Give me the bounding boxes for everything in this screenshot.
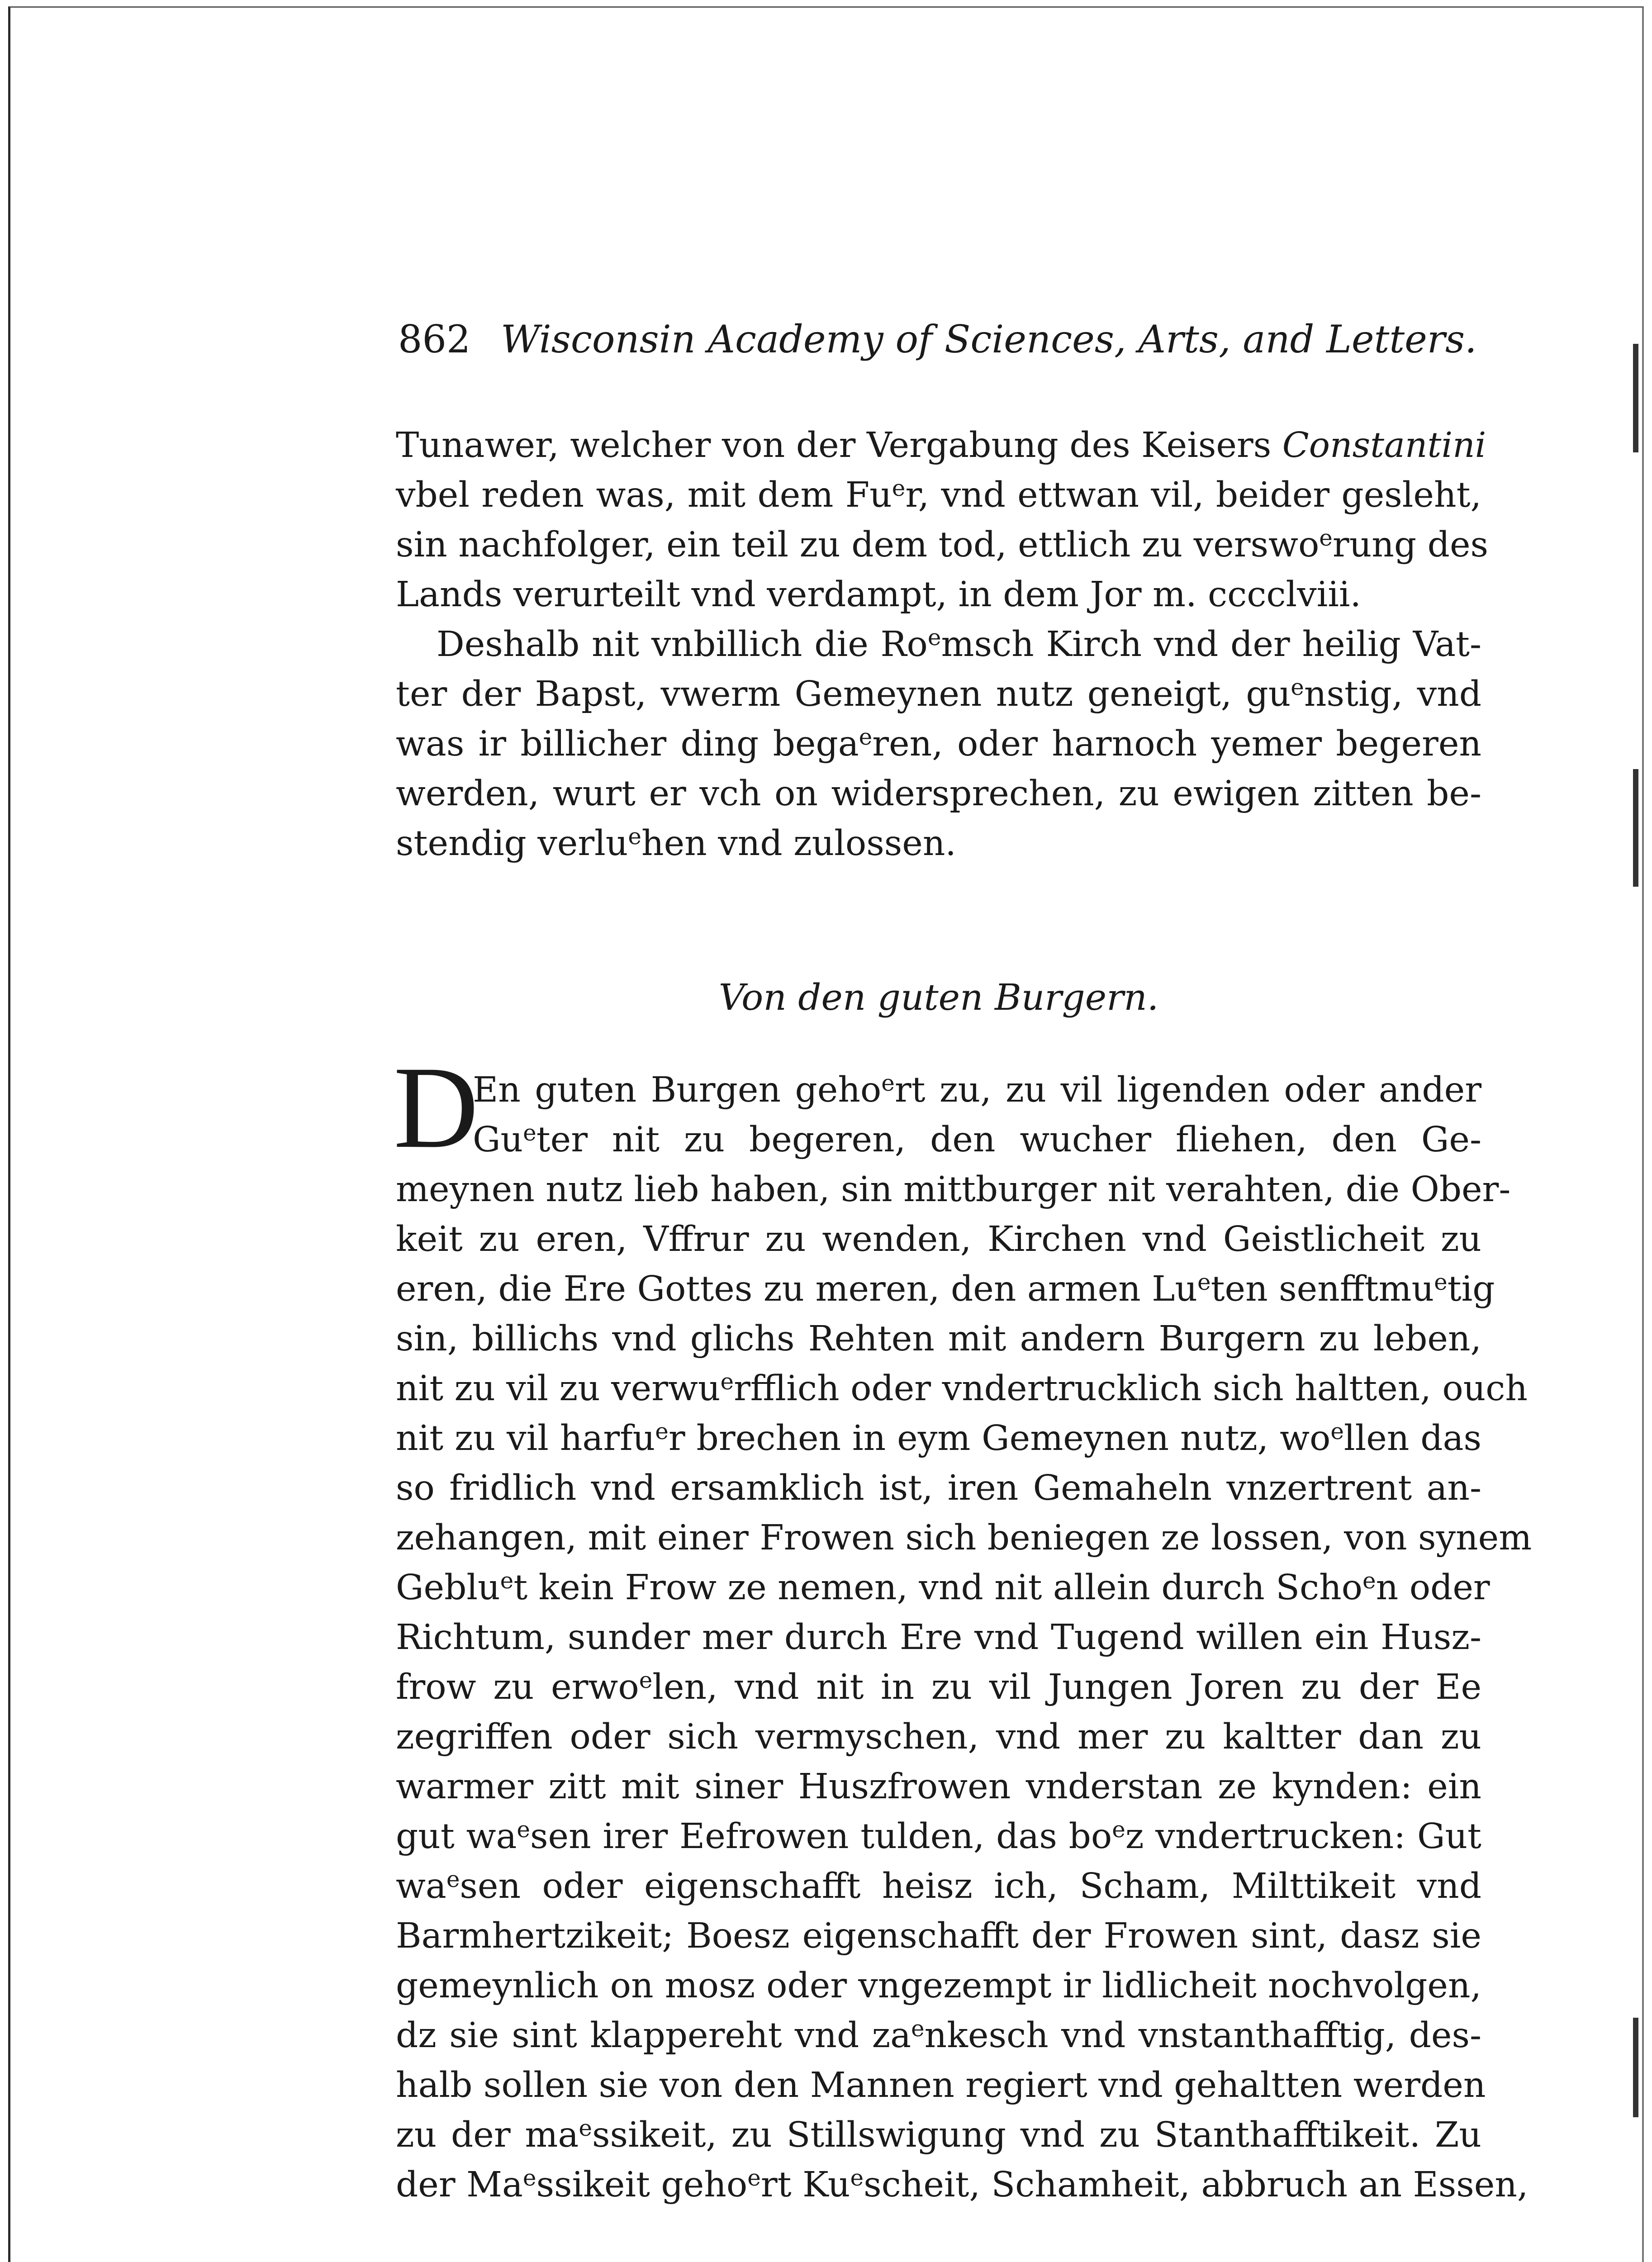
text-line: [396, 1464, 1481, 1513]
text-run: eren, die Ere Gottes zu meren, den armen Lu: [396, 1269, 1197, 1309]
text-run: rung des: [1332, 525, 1489, 565]
text-run: keit zu eren, Vffrur zu wenden, Kirchen vnd Geistlicheit zu: [396, 1219, 1481, 1259]
superscript-e: e: [1434, 1269, 1448, 1295]
text-run: rt zu, zu vil ligenden oder ander: [894, 1070, 1481, 1110]
text-run: Richtum, sunder mer durch Ere vnd Tugend willen ein Husz-: [396, 1617, 1481, 1658]
superscript-e: e: [628, 823, 641, 850]
text-run: Lands verurteilt vnd verdampt, in dem Jor m. cccclviii.: [396, 575, 1362, 615]
text-run: sen irer Eefrowen tulden, das bo: [530, 1816, 1112, 1857]
text-line: [396, 769, 1481, 819]
superscript-e: e: [1330, 1418, 1344, 1445]
superscript-e: e: [1112, 1816, 1125, 1843]
edge-mark: [1633, 2018, 1638, 2117]
superscript-e: e: [927, 624, 941, 651]
text-run: vbel reden was, mit dem Fu: [396, 475, 892, 515]
text-run: ssikeit geho: [536, 2165, 748, 2205]
superscript-e: e: [446, 1866, 460, 1892]
text-line: [396, 620, 1481, 670]
superscript-e: e: [517, 1816, 530, 1843]
superscript-e: e: [859, 724, 873, 750]
text-run: llen das: [1343, 1418, 1481, 1459]
superscript-e: e: [747, 2165, 761, 2191]
text-line: [396, 670, 1481, 719]
text-run: n oder: [1376, 1568, 1490, 1608]
text-run: Deshalb nit vnbillich die Ro: [437, 624, 928, 665]
text-run: nkesch vnd vnstanthafftig, des-: [924, 2015, 1482, 2056]
text-run: r, vnd ettwan vil, beider gesleht,: [905, 475, 1481, 515]
text-line: [396, 1911, 1481, 1961]
text-run: Barmhertzikeit; Boesz eigenschafft der Frowen sint, dasz sie: [396, 1916, 1481, 1956]
text-run: was ir billicher ding bega: [396, 724, 859, 764]
superscript-e: e: [522, 2165, 536, 2191]
superscript-e: e: [523, 1120, 536, 1146]
text-line: [396, 1961, 1481, 2011]
text-run: t kein Frow ze nemen, vnd nit allein durch Scho: [513, 1568, 1363, 1608]
text-run: warmer zitt mit siner Huszfrowen vnderstan ze kynden: ein: [396, 1767, 1481, 1807]
text-line: [396, 2160, 1529, 2210]
paragraph-1: [396, 421, 1489, 620]
superscript-e: e: [892, 475, 906, 501]
superscript-e: e: [1197, 1269, 1211, 1295]
superscript-e: e: [500, 1568, 514, 1594]
text-run: halb sollen sie von den Mannen regiert vnd gehaltten werden: [396, 2065, 1486, 2105]
text-line: [396, 570, 1481, 620]
text-line: [396, 1513, 1532, 1563]
text-run: werden, wurt er vch on widersprechen, zu ewigen zitten be-: [396, 774, 1481, 814]
italic-run: Constantini: [1282, 425, 1486, 466]
text-run: nstig, vnd: [1304, 674, 1481, 714]
text-run: scheit, Schamheit, abbruch an Essen,: [864, 2165, 1529, 2205]
paragraph-3: [396, 1065, 1532, 2210]
text-line: [396, 1812, 1481, 1862]
text-run: ssikeit, zu Stillswigung vnd zu Stanthafftikeit. Zu: [592, 2115, 1481, 2155]
text-run: sin nachfolger, ein teil zu dem tod, ettlich zu versw: [396, 525, 1298, 565]
text-line: [396, 819, 1481, 869]
running-head: [398, 317, 1477, 362]
text-line: [396, 421, 1486, 470]
section-title: Von den guten Burgern.: [718, 976, 1159, 1018]
text-line: [396, 1414, 1481, 1464]
superscript-e: e: [1319, 525, 1333, 551]
text-run: sin, billichs vnd glichs Rehten mit andern Burgern zu leben,: [396, 1319, 1481, 1359]
text-run: stendig verlu: [396, 823, 628, 864]
text-run: rt Ku: [760, 2165, 850, 2205]
text-line: [396, 1165, 1511, 1215]
superscript-e: e: [1291, 674, 1304, 700]
text-run: ten senfftmu: [1211, 1269, 1434, 1309]
text-run: msch Kirch vnd der heilig Vat-: [941, 624, 1481, 665]
superscript-e: e: [655, 1418, 669, 1445]
paragraph-2: [396, 620, 1481, 869]
text-run: ter nit zu begeren, den wucher fliehen, den Ge-: [536, 1120, 1481, 1160]
text-run: o: [1298, 525, 1320, 565]
text-run: wa: [396, 1866, 446, 1906]
text-run: nit zu vil zu verwu: [396, 1369, 721, 1409]
text-run: ter der Bapst, vwerm Gemeynen nutz geneigt, gu: [396, 674, 1291, 714]
text-line: [396, 520, 1489, 570]
text-line: [396, 1712, 1481, 1762]
edge-mark: [1633, 769, 1638, 887]
text-run: dz sie sint klappereht vnd za: [396, 2015, 911, 2056]
superscript-e: e: [1362, 1568, 1376, 1594]
text-run: gemeynlich on mosz oder vngezempt ir lidlicheit nochvolgen,: [396, 1966, 1481, 2006]
text-line: [396, 1115, 1481, 1165]
text-line: [396, 2011, 1481, 2061]
text-run: Tunawer, welcher von der Vergabung des Keisers: [396, 425, 1282, 466]
text-run: z vndertrucken: Gut: [1125, 1816, 1481, 1857]
text-line: [396, 1563, 1490, 1613]
text-run: zehangen, mit einer Frowen sich beniegen ze lossen, von synem: [396, 1518, 1532, 1558]
text-run: rfflich oder vndertrucklich sich haltten, ouch: [734, 1369, 1528, 1409]
text-line: [396, 1862, 1481, 1911]
text-run: meynen nutz lieb haben, sin mittburger nit verahten, die Ober-: [396, 1169, 1511, 1210]
text-run: nit zu vil harfu: [396, 1418, 655, 1459]
text-run: En guten Burgen geho: [473, 1070, 882, 1110]
drop-cap: D: [394, 1042, 479, 1173]
journal-title: Wisconsin Academy of Sciences, Arts, and Letters.: [501, 317, 1477, 361]
text-line: [396, 2061, 1486, 2110]
text-line: [396, 1663, 1481, 1712]
edge-mark: [1633, 344, 1638, 452]
text-line: [396, 2110, 1481, 2160]
text-line: [396, 1762, 1481, 1812]
text-line: [396, 1065, 1481, 1115]
text-run: hen vnd zulossen.: [641, 823, 956, 864]
text-line: [396, 1314, 1481, 1364]
text-run: zegriffen oder sich vermyschen, vnd mer zu kaltter dan zu: [396, 1717, 1481, 1757]
text-line: [396, 470, 1481, 520]
text-line: [396, 1215, 1481, 1264]
page-number: 862: [398, 317, 471, 361]
superscript-e: e: [579, 2115, 592, 2141]
superscript-e: e: [881, 1070, 895, 1096]
text-run: zu der ma: [396, 2115, 579, 2155]
superscript-e: e: [850, 2165, 864, 2191]
text-run: Geblu: [396, 1568, 500, 1608]
text-run: ren, oder harnoch yemer begeren: [872, 724, 1481, 764]
text-run: Gu: [473, 1120, 523, 1160]
text-run: der Ma: [396, 2165, 523, 2205]
text-run: so fridlich vnd ersamklich ist, iren Gemaheln vnzertrent an-: [396, 1468, 1481, 1508]
text-run: len, vnd nit in zu vil Jungen Joren zu der Ee: [652, 1667, 1482, 1707]
superscript-e: e: [639, 1667, 653, 1693]
text-line: [396, 1613, 1481, 1663]
text-run: gut wa: [396, 1816, 517, 1857]
text-run: sen oder eigenschafft heisz ich, Scham, Milttikeit vnd: [460, 1866, 1481, 1906]
text-run: frow zu erwo: [396, 1667, 639, 1707]
text-run: tig: [1447, 1269, 1495, 1309]
text-run: r brechen in eym Gemeynen nutz, wo: [668, 1418, 1331, 1459]
text-line: [396, 1364, 1528, 1414]
superscript-e: e: [911, 2015, 925, 2042]
text-line: [396, 1264, 1495, 1314]
text-line: [396, 719, 1481, 769]
superscript-e: e: [720, 1369, 734, 1395]
